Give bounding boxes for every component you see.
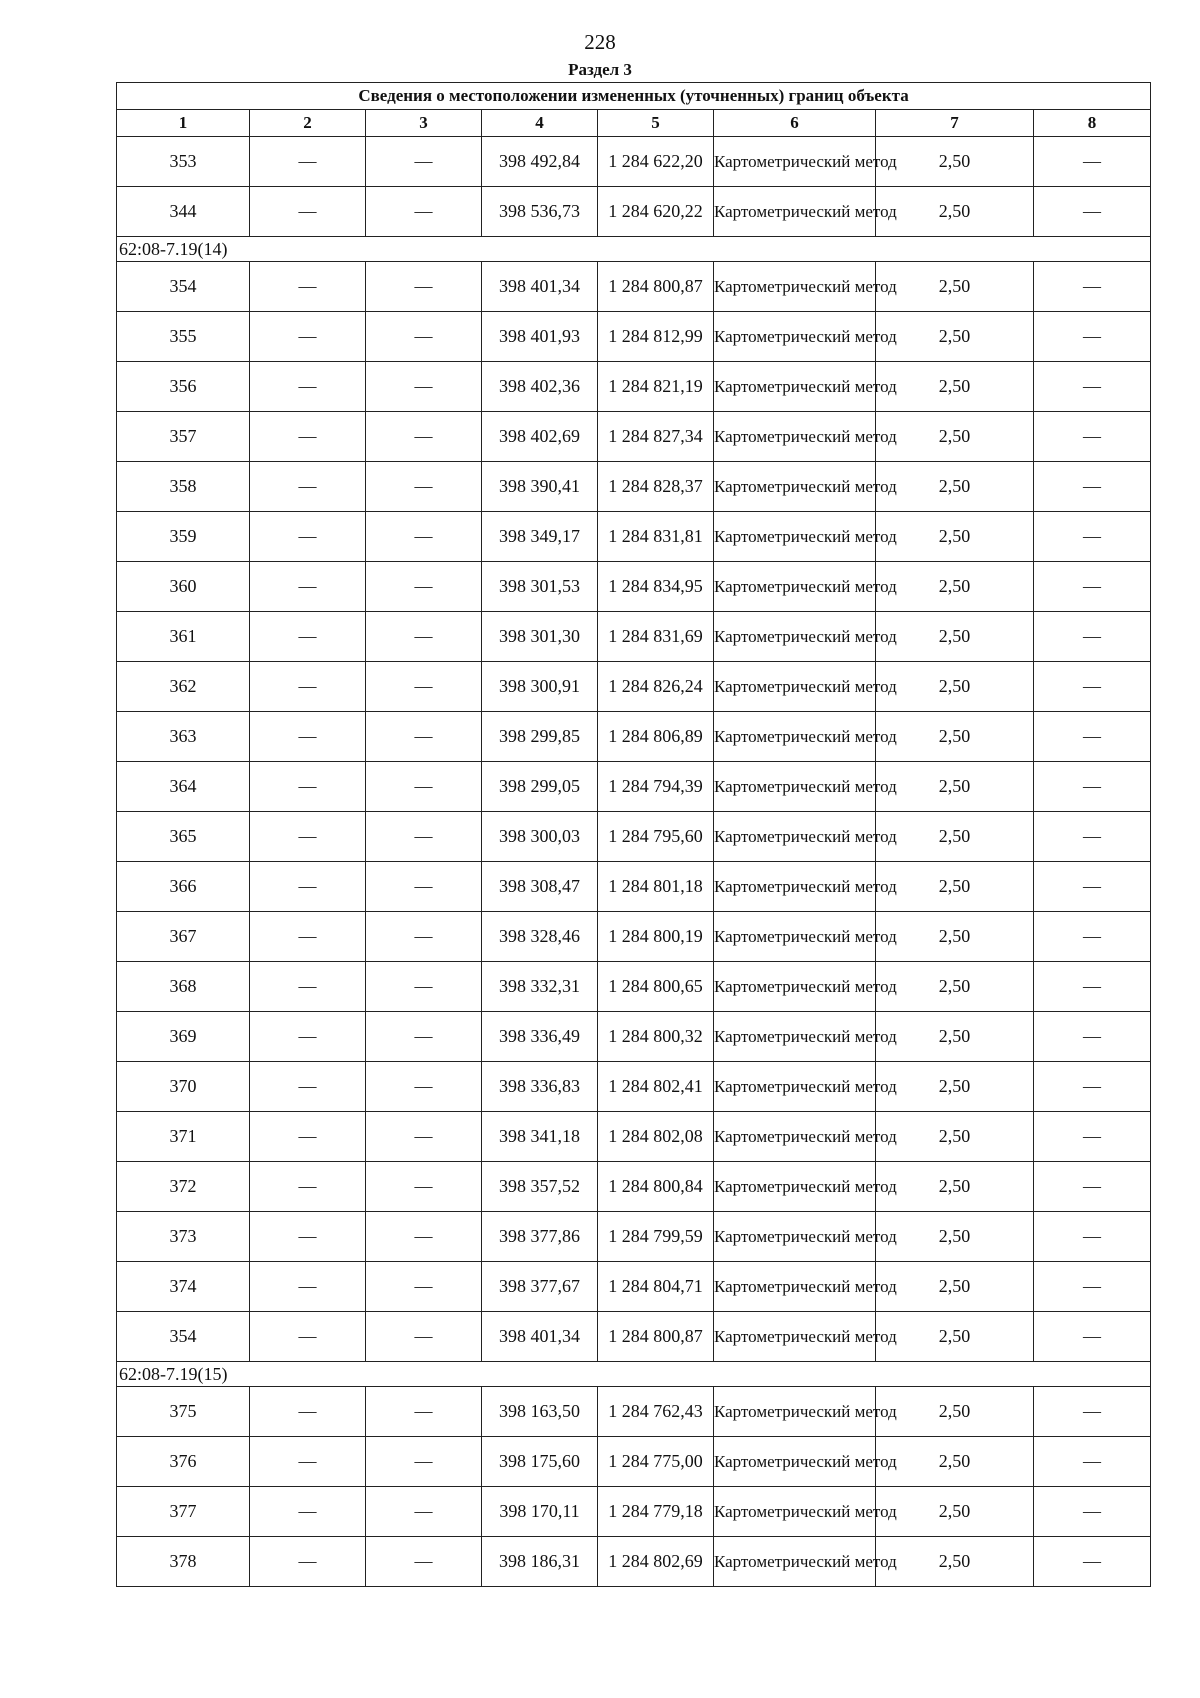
- table-row: [117, 137, 1151, 187]
- coord-y-cell: 1 284 762,43: [598, 1387, 714, 1437]
- col-3-cell: —: [366, 312, 482, 362]
- col-8-cell: —: [1034, 362, 1151, 412]
- method-cell: Картометрический метод: [714, 137, 876, 187]
- method-cell: Картометрический метод: [714, 1162, 876, 1212]
- accuracy-cell: 2,50: [876, 1162, 1034, 1212]
- point-number-cell: 365: [117, 812, 250, 862]
- col-3-cell: —: [366, 1387, 482, 1437]
- coord-x-cell: 398 299,85: [482, 712, 598, 762]
- coord-y-cell: 1 284 831,69: [598, 612, 714, 662]
- method-cell: Картометрический метод: [714, 462, 876, 512]
- coord-x-cell: 398 175,60: [482, 1437, 598, 1487]
- col-3-cell: —: [366, 1537, 482, 1587]
- method-cell: Картометрический метод: [714, 1112, 876, 1162]
- method-cell: Картометрический метод: [714, 1387, 876, 1437]
- contour-heading: 62:08-7.19(15): [117, 1362, 1151, 1387]
- table-row: [117, 512, 1151, 562]
- col-3-cell: —: [366, 1012, 482, 1062]
- col-3-cell: —: [366, 187, 482, 237]
- coord-x-cell: 398 357,52: [482, 1162, 598, 1212]
- method-cell: Картометрический метод: [714, 187, 876, 237]
- coord-y-cell: 1 284 802,69: [598, 1537, 714, 1587]
- table-row: [117, 562, 1151, 612]
- col-2-cell: —: [250, 187, 366, 237]
- method-cell: Картометрический метод: [714, 612, 876, 662]
- col-2-cell: —: [250, 1537, 366, 1587]
- accuracy-cell: 2,50: [876, 512, 1034, 562]
- col-2-cell: —: [250, 1012, 366, 1062]
- col-3-cell: —: [366, 1262, 482, 1312]
- table-row: [117, 1312, 1151, 1362]
- coord-x-cell: 398 170,11: [482, 1487, 598, 1537]
- coord-x-cell: 398 300,91: [482, 662, 598, 712]
- accuracy-cell: 2,50: [876, 562, 1034, 612]
- method-cell: Картометрический метод: [714, 862, 876, 912]
- col-3-cell: —: [366, 862, 482, 912]
- method-cell: Картометрический метод: [714, 1262, 876, 1312]
- coord-x-cell: 398 341,18: [482, 1112, 598, 1162]
- col-2-cell: —: [250, 662, 366, 712]
- table-row: [117, 1012, 1151, 1062]
- point-number-cell: 378: [117, 1537, 250, 1587]
- col-2-cell: —: [250, 762, 366, 812]
- point-number-cell: 373: [117, 1212, 250, 1262]
- method-cell: Картометрический метод: [714, 812, 876, 862]
- point-number-cell: 370: [117, 1062, 250, 1112]
- contour-heading-row: [117, 237, 1151, 262]
- coord-y-cell: 1 284 804,71: [598, 1262, 714, 1312]
- method-cell: Картометрический метод: [714, 312, 876, 362]
- table-row: [117, 187, 1151, 237]
- coord-y-cell: 1 284 827,34: [598, 412, 714, 462]
- col-2-cell: —: [250, 1487, 366, 1537]
- col-8-cell: —: [1034, 1162, 1151, 1212]
- method-cell: Картометрический метод: [714, 562, 876, 612]
- coord-x-cell: 398 401,93: [482, 312, 598, 362]
- coord-x-cell: 398 186,31: [482, 1537, 598, 1587]
- table-row: [117, 1062, 1151, 1112]
- accuracy-cell: 2,50: [876, 187, 1034, 237]
- table-row: [117, 1262, 1151, 1312]
- point-number-cell: 357: [117, 412, 250, 462]
- point-number-cell: 344: [117, 187, 250, 237]
- accuracy-cell: 2,50: [876, 312, 1034, 362]
- col-3-cell: —: [366, 1312, 482, 1362]
- column-number-row: [117, 110, 1151, 137]
- table-row: [117, 262, 1151, 312]
- coord-y-cell: 1 284 622,20: [598, 137, 714, 187]
- method-cell: Картометрический метод: [714, 1487, 876, 1537]
- table-row: [117, 912, 1151, 962]
- page-number: 228: [584, 30, 616, 54]
- coord-y-cell: 1 284 800,87: [598, 262, 714, 312]
- col-8-cell: —: [1034, 1062, 1151, 1112]
- point-number-cell: 360: [117, 562, 250, 612]
- accuracy-cell: 2,50: [876, 1262, 1034, 1312]
- table-row: [117, 1212, 1151, 1262]
- coord-y-cell: 1 284 800,19: [598, 912, 714, 962]
- accuracy-cell: 2,50: [876, 462, 1034, 512]
- table-row: [117, 862, 1151, 912]
- table-row: [117, 312, 1151, 362]
- col-2-cell: —: [250, 1062, 366, 1112]
- col-3-cell: —: [366, 612, 482, 662]
- coord-y-cell: 1 284 828,37: [598, 462, 714, 512]
- col-8-cell: —: [1034, 612, 1151, 662]
- coord-y-cell: 1 284 775,00: [598, 1437, 714, 1487]
- accuracy-cell: 2,50: [876, 912, 1034, 962]
- point-number-cell: 371: [117, 1112, 250, 1162]
- col-3-cell: —: [366, 362, 482, 412]
- accuracy-cell: 2,50: [876, 712, 1034, 762]
- table-row: [117, 762, 1151, 812]
- point-number-cell: 362: [117, 662, 250, 712]
- col-8-cell: —: [1034, 1112, 1151, 1162]
- accuracy-cell: 2,50: [876, 1537, 1034, 1587]
- table-row: [117, 1537, 1151, 1587]
- accuracy-cell: 2,50: [876, 1387, 1034, 1437]
- accuracy-cell: 2,50: [876, 1312, 1034, 1362]
- col-8-cell: —: [1034, 1537, 1151, 1587]
- coord-y-cell: 1 284 799,59: [598, 1212, 714, 1262]
- table-row: [117, 1387, 1151, 1437]
- method-cell: Картометрический метод: [714, 1312, 876, 1362]
- coord-x-cell: 398 300,03: [482, 812, 598, 862]
- col-8-cell: —: [1034, 1212, 1151, 1262]
- col-3-cell: —: [366, 1437, 482, 1487]
- method-cell: Картометрический метод: [714, 1537, 876, 1587]
- coord-y-cell: 1 284 826,24: [598, 662, 714, 712]
- point-number-cell: 369: [117, 1012, 250, 1062]
- coord-y-cell: 1 284 821,19: [598, 362, 714, 412]
- col-2-cell: —: [250, 812, 366, 862]
- col-3-cell: —: [366, 712, 482, 762]
- coord-y-cell: 1 284 806,89: [598, 712, 714, 762]
- column-number-6: 6: [714, 110, 876, 137]
- col-3-cell: —: [366, 1212, 482, 1262]
- contour-heading-row: [117, 1362, 1151, 1387]
- table-row: [117, 712, 1151, 762]
- accuracy-cell: 2,50: [876, 262, 1034, 312]
- point-number-cell: 361: [117, 612, 250, 662]
- method-cell: Картометрический метод: [714, 412, 876, 462]
- coord-y-cell: 1 284 831,81: [598, 512, 714, 562]
- col-8-cell: —: [1034, 662, 1151, 712]
- point-number-cell: 359: [117, 512, 250, 562]
- coord-y-cell: 1 284 779,18: [598, 1487, 714, 1537]
- coord-y-cell: 1 284 812,99: [598, 312, 714, 362]
- coord-x-cell: 398 349,17: [482, 512, 598, 562]
- coord-x-cell: 398 332,31: [482, 962, 598, 1012]
- col-8-cell: —: [1034, 312, 1151, 362]
- table-row: [117, 1162, 1151, 1212]
- coord-y-cell: 1 284 800,65: [598, 962, 714, 1012]
- col-2-cell: —: [250, 962, 366, 1012]
- table-row: [117, 1437, 1151, 1487]
- accuracy-cell: 2,50: [876, 1062, 1034, 1112]
- accuracy-cell: 2,50: [876, 1012, 1034, 1062]
- col-8-cell: —: [1034, 912, 1151, 962]
- point-number-cell: 368: [117, 962, 250, 1012]
- point-number-cell: 377: [117, 1487, 250, 1537]
- coord-x-cell: 398 402,36: [482, 362, 598, 412]
- coord-y-cell: 1 284 795,60: [598, 812, 714, 862]
- point-number-cell: 375: [117, 1387, 250, 1437]
- method-cell: Картометрический метод: [714, 762, 876, 812]
- col-3-cell: —: [366, 912, 482, 962]
- col-8-cell: —: [1034, 1012, 1151, 1062]
- point-number-cell: 364: [117, 762, 250, 812]
- col-8-cell: —: [1034, 1387, 1151, 1437]
- coord-y-cell: 1 284 802,41: [598, 1062, 714, 1112]
- coord-x-cell: 398 328,46: [482, 912, 598, 962]
- table-body: [117, 137, 1151, 1587]
- col-2-cell: —: [250, 512, 366, 562]
- col-3-cell: —: [366, 812, 482, 862]
- col-2-cell: —: [250, 312, 366, 362]
- accuracy-cell: 2,50: [876, 362, 1034, 412]
- method-cell: Картометрический метод: [714, 262, 876, 312]
- accuracy-cell: 2,50: [876, 612, 1034, 662]
- col-2-cell: —: [250, 262, 366, 312]
- coord-x-cell: 398 401,34: [482, 1312, 598, 1362]
- col-2-cell: —: [250, 562, 366, 612]
- col-8-cell: —: [1034, 1262, 1151, 1312]
- col-2-cell: —: [250, 412, 366, 462]
- column-number-1: 1: [117, 110, 250, 137]
- coord-x-cell: 398 308,47: [482, 862, 598, 912]
- method-cell: Картометрический метод: [714, 1012, 876, 1062]
- point-number-cell: 356: [117, 362, 250, 412]
- table-row: [117, 1487, 1151, 1537]
- col-8-cell: —: [1034, 862, 1151, 912]
- method-cell: Картометрический метод: [714, 1212, 876, 1262]
- col-8-cell: —: [1034, 187, 1151, 237]
- method-cell: Картометрический метод: [714, 712, 876, 762]
- point-number-cell: 376: [117, 1437, 250, 1487]
- point-number-cell: 372: [117, 1162, 250, 1212]
- coord-x-cell: 398 390,41: [482, 462, 598, 512]
- coord-y-cell: 1 284 794,39: [598, 762, 714, 812]
- col-2-cell: —: [250, 462, 366, 512]
- point-number-cell: 353: [117, 137, 250, 187]
- point-number-cell: 354: [117, 1312, 250, 1362]
- coord-x-cell: 398 336,49: [482, 1012, 598, 1062]
- col-2-cell: —: [250, 1437, 366, 1487]
- accuracy-cell: 2,50: [876, 1112, 1034, 1162]
- column-number-4: 4: [482, 110, 598, 137]
- col-3-cell: —: [366, 1112, 482, 1162]
- accuracy-cell: 2,50: [876, 962, 1034, 1012]
- col-2-cell: —: [250, 712, 366, 762]
- column-number-3: 3: [366, 110, 482, 137]
- coord-x-cell: 398 163,50: [482, 1387, 598, 1437]
- coord-y-cell: 1 284 801,18: [598, 862, 714, 912]
- col-3-cell: —: [366, 662, 482, 712]
- method-cell: Картометрический метод: [714, 1062, 876, 1112]
- col-8-cell: —: [1034, 962, 1151, 1012]
- col-3-cell: —: [366, 1062, 482, 1112]
- col-8-cell: —: [1034, 562, 1151, 612]
- coord-y-cell: 1 284 834,95: [598, 562, 714, 612]
- accuracy-cell: 2,50: [876, 137, 1034, 187]
- col-3-cell: —: [366, 962, 482, 1012]
- point-number-cell: 355: [117, 312, 250, 362]
- coord-y-cell: 1 284 802,08: [598, 1112, 714, 1162]
- col-3-cell: —: [366, 1487, 482, 1537]
- table-row: [117, 1112, 1151, 1162]
- col-8-cell: —: [1034, 762, 1151, 812]
- table-row: [117, 812, 1151, 862]
- coord-x-cell: 398 402,69: [482, 412, 598, 462]
- col-2-cell: —: [250, 1212, 366, 1262]
- table-row: [117, 662, 1151, 712]
- method-cell: Картометрический метод: [714, 512, 876, 562]
- method-cell: Картометрический метод: [714, 962, 876, 1012]
- coord-x-cell: 398 336,83: [482, 1062, 598, 1112]
- accuracy-cell: 2,50: [876, 812, 1034, 862]
- coord-y-cell: 1 284 620,22: [598, 187, 714, 237]
- coord-x-cell: 398 301,30: [482, 612, 598, 662]
- col-3-cell: —: [366, 462, 482, 512]
- column-number-7: 7: [876, 110, 1034, 137]
- col-8-cell: —: [1034, 712, 1151, 762]
- col-3-cell: —: [366, 262, 482, 312]
- method-cell: Картометрический метод: [714, 1437, 876, 1487]
- col-8-cell: —: [1034, 1437, 1151, 1487]
- column-number-8: 8: [1034, 110, 1151, 137]
- table-caption: Сведения о местоположении измененных (уточненных) границ объекта: [117, 83, 1151, 110]
- coord-x-cell: 398 377,67: [482, 1262, 598, 1312]
- accuracy-cell: 2,50: [876, 662, 1034, 712]
- column-number-2: 2: [250, 110, 366, 137]
- table-row: [117, 612, 1151, 662]
- accuracy-cell: 2,50: [876, 762, 1034, 812]
- col-3-cell: —: [366, 137, 482, 187]
- col-8-cell: —: [1034, 412, 1151, 462]
- col-2-cell: —: [250, 137, 366, 187]
- accuracy-cell: 2,50: [876, 1212, 1034, 1262]
- accuracy-cell: 2,50: [876, 1437, 1034, 1487]
- col-8-cell: —: [1034, 137, 1151, 187]
- col-3-cell: —: [366, 1162, 482, 1212]
- col-8-cell: —: [1034, 1312, 1151, 1362]
- col-2-cell: —: [250, 1387, 366, 1437]
- coord-y-cell: 1 284 800,87: [598, 1312, 714, 1362]
- col-2-cell: —: [250, 862, 366, 912]
- boundary-coordinates-table: [116, 82, 1151, 1587]
- col-2-cell: —: [250, 362, 366, 412]
- method-cell: Картометрический метод: [714, 912, 876, 962]
- method-cell: Картометрический метод: [714, 662, 876, 712]
- coord-y-cell: 1 284 800,32: [598, 1012, 714, 1062]
- coord-x-cell: 398 401,34: [482, 262, 598, 312]
- col-8-cell: —: [1034, 812, 1151, 862]
- table-row: [117, 962, 1151, 1012]
- point-number-cell: 367: [117, 912, 250, 962]
- col-2-cell: —: [250, 1312, 366, 1362]
- coord-y-cell: 1 284 800,84: [598, 1162, 714, 1212]
- point-number-cell: 366: [117, 862, 250, 912]
- point-number-cell: 374: [117, 1262, 250, 1312]
- col-2-cell: —: [250, 1262, 366, 1312]
- coord-x-cell: 398 377,86: [482, 1212, 598, 1262]
- col-8-cell: —: [1034, 1487, 1151, 1537]
- accuracy-cell: 2,50: [876, 1487, 1034, 1537]
- coord-x-cell: 398 299,05: [482, 762, 598, 812]
- table-row: [117, 462, 1151, 512]
- col-3-cell: —: [366, 762, 482, 812]
- table-row: [117, 412, 1151, 462]
- col-2-cell: —: [250, 1162, 366, 1212]
- accuracy-cell: 2,50: [876, 412, 1034, 462]
- col-8-cell: —: [1034, 512, 1151, 562]
- col-2-cell: —: [250, 612, 366, 662]
- point-number-cell: 363: [117, 712, 250, 762]
- col-3-cell: —: [366, 512, 482, 562]
- accuracy-cell: 2,50: [876, 862, 1034, 912]
- method-cell: Картометрический метод: [714, 362, 876, 412]
- column-number-5: 5: [598, 110, 714, 137]
- point-number-cell: 358: [117, 462, 250, 512]
- col-2-cell: —: [250, 1112, 366, 1162]
- col-8-cell: —: [1034, 262, 1151, 312]
- point-number-cell: 354: [117, 262, 250, 312]
- col-8-cell: —: [1034, 462, 1151, 512]
- col-2-cell: —: [250, 912, 366, 962]
- col-3-cell: —: [366, 412, 482, 462]
- coord-x-cell: 398 492,84: [482, 137, 598, 187]
- contour-heading: 62:08-7.19(14): [117, 237, 1151, 262]
- coord-x-cell: 398 301,53: [482, 562, 598, 612]
- col-3-cell: —: [366, 562, 482, 612]
- coord-x-cell: 398 536,73: [482, 187, 598, 237]
- table-row: [117, 362, 1151, 412]
- section-title: Раздел 3: [568, 60, 632, 79]
